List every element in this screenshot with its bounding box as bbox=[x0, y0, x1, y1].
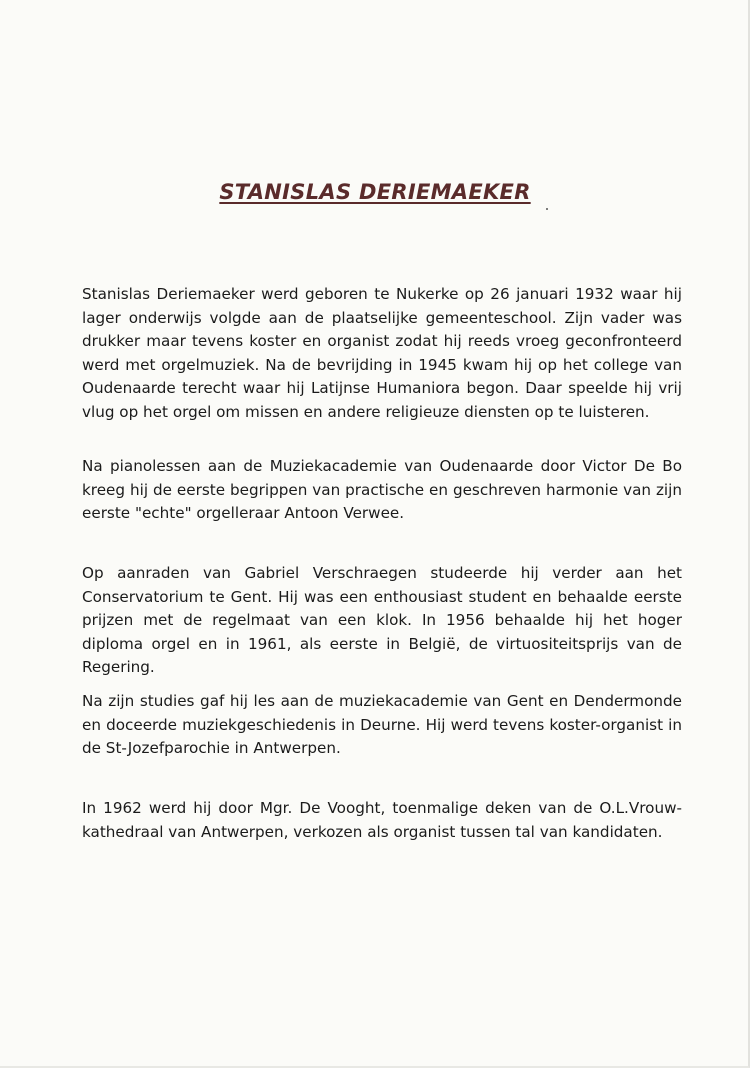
paragraph-birth: Stanislas Deriemaeker werd geboren te Nukerke op 26 januari 1932 waar hij lager onderwijs volgde aan de plaatselijke gemeenteschool. Zijn vader was drukker maar tevens koster en organist zodat hij reeds vroeg geconfronteerd werd met orgelmuziek. Na de bevrijding in 1945 kwam hij op het college van Oudenaarde terecht waar hij Latijnse Humaniora begon. Daar speelde hij vrij vlug op het orgel om missen en andere religieuze diensten op te luisteren. bbox=[82, 285, 682, 421]
page-title bbox=[0, 180, 750, 204]
paper-speck bbox=[546, 208, 548, 210]
paragraph-teaching: Na zijn studies gaf hij les aan de muziekacademie van Gent en Dendermonde en doceerde muziekgeschiedenis in Deurne. Hij werd tevens koster-organist in de St-Jozefparochie in Antwerpen. bbox=[82, 692, 682, 758]
paragraph-cathedral: In 1962 werd hij door Mgr. De Vooght, toenmalige deken van de O.L.Vrouw-kathedraal van Antwerpen, verkozen als organist tussen tal van kandidaten. bbox=[82, 799, 682, 841]
paragraph-conservatory: Op aanraden van Gabriel Verschraegen studeerde hij verder aan het Conservatorium te Gent. Hij was een enthousiast student en behaalde eerste prijzen met de regelmaat van een klok. In 1956 behaalde hij het hoger diploma orgel en in 1961, als eerste in België, de virtuositeitsprijs van de Regering. bbox=[82, 564, 682, 677]
page-title-text: STANISLAS DERIEMAEKER bbox=[219, 180, 531, 204]
paragraph-piano-lessons: Na pianolessen aan de Muziekacademie van Oudenaarde door Victor De Bo kreeg hij de eerste begrippen van practische en geschreven harmonie van zijn eerste "echte" orgelleraar Antoon Verwee. bbox=[82, 457, 682, 523]
